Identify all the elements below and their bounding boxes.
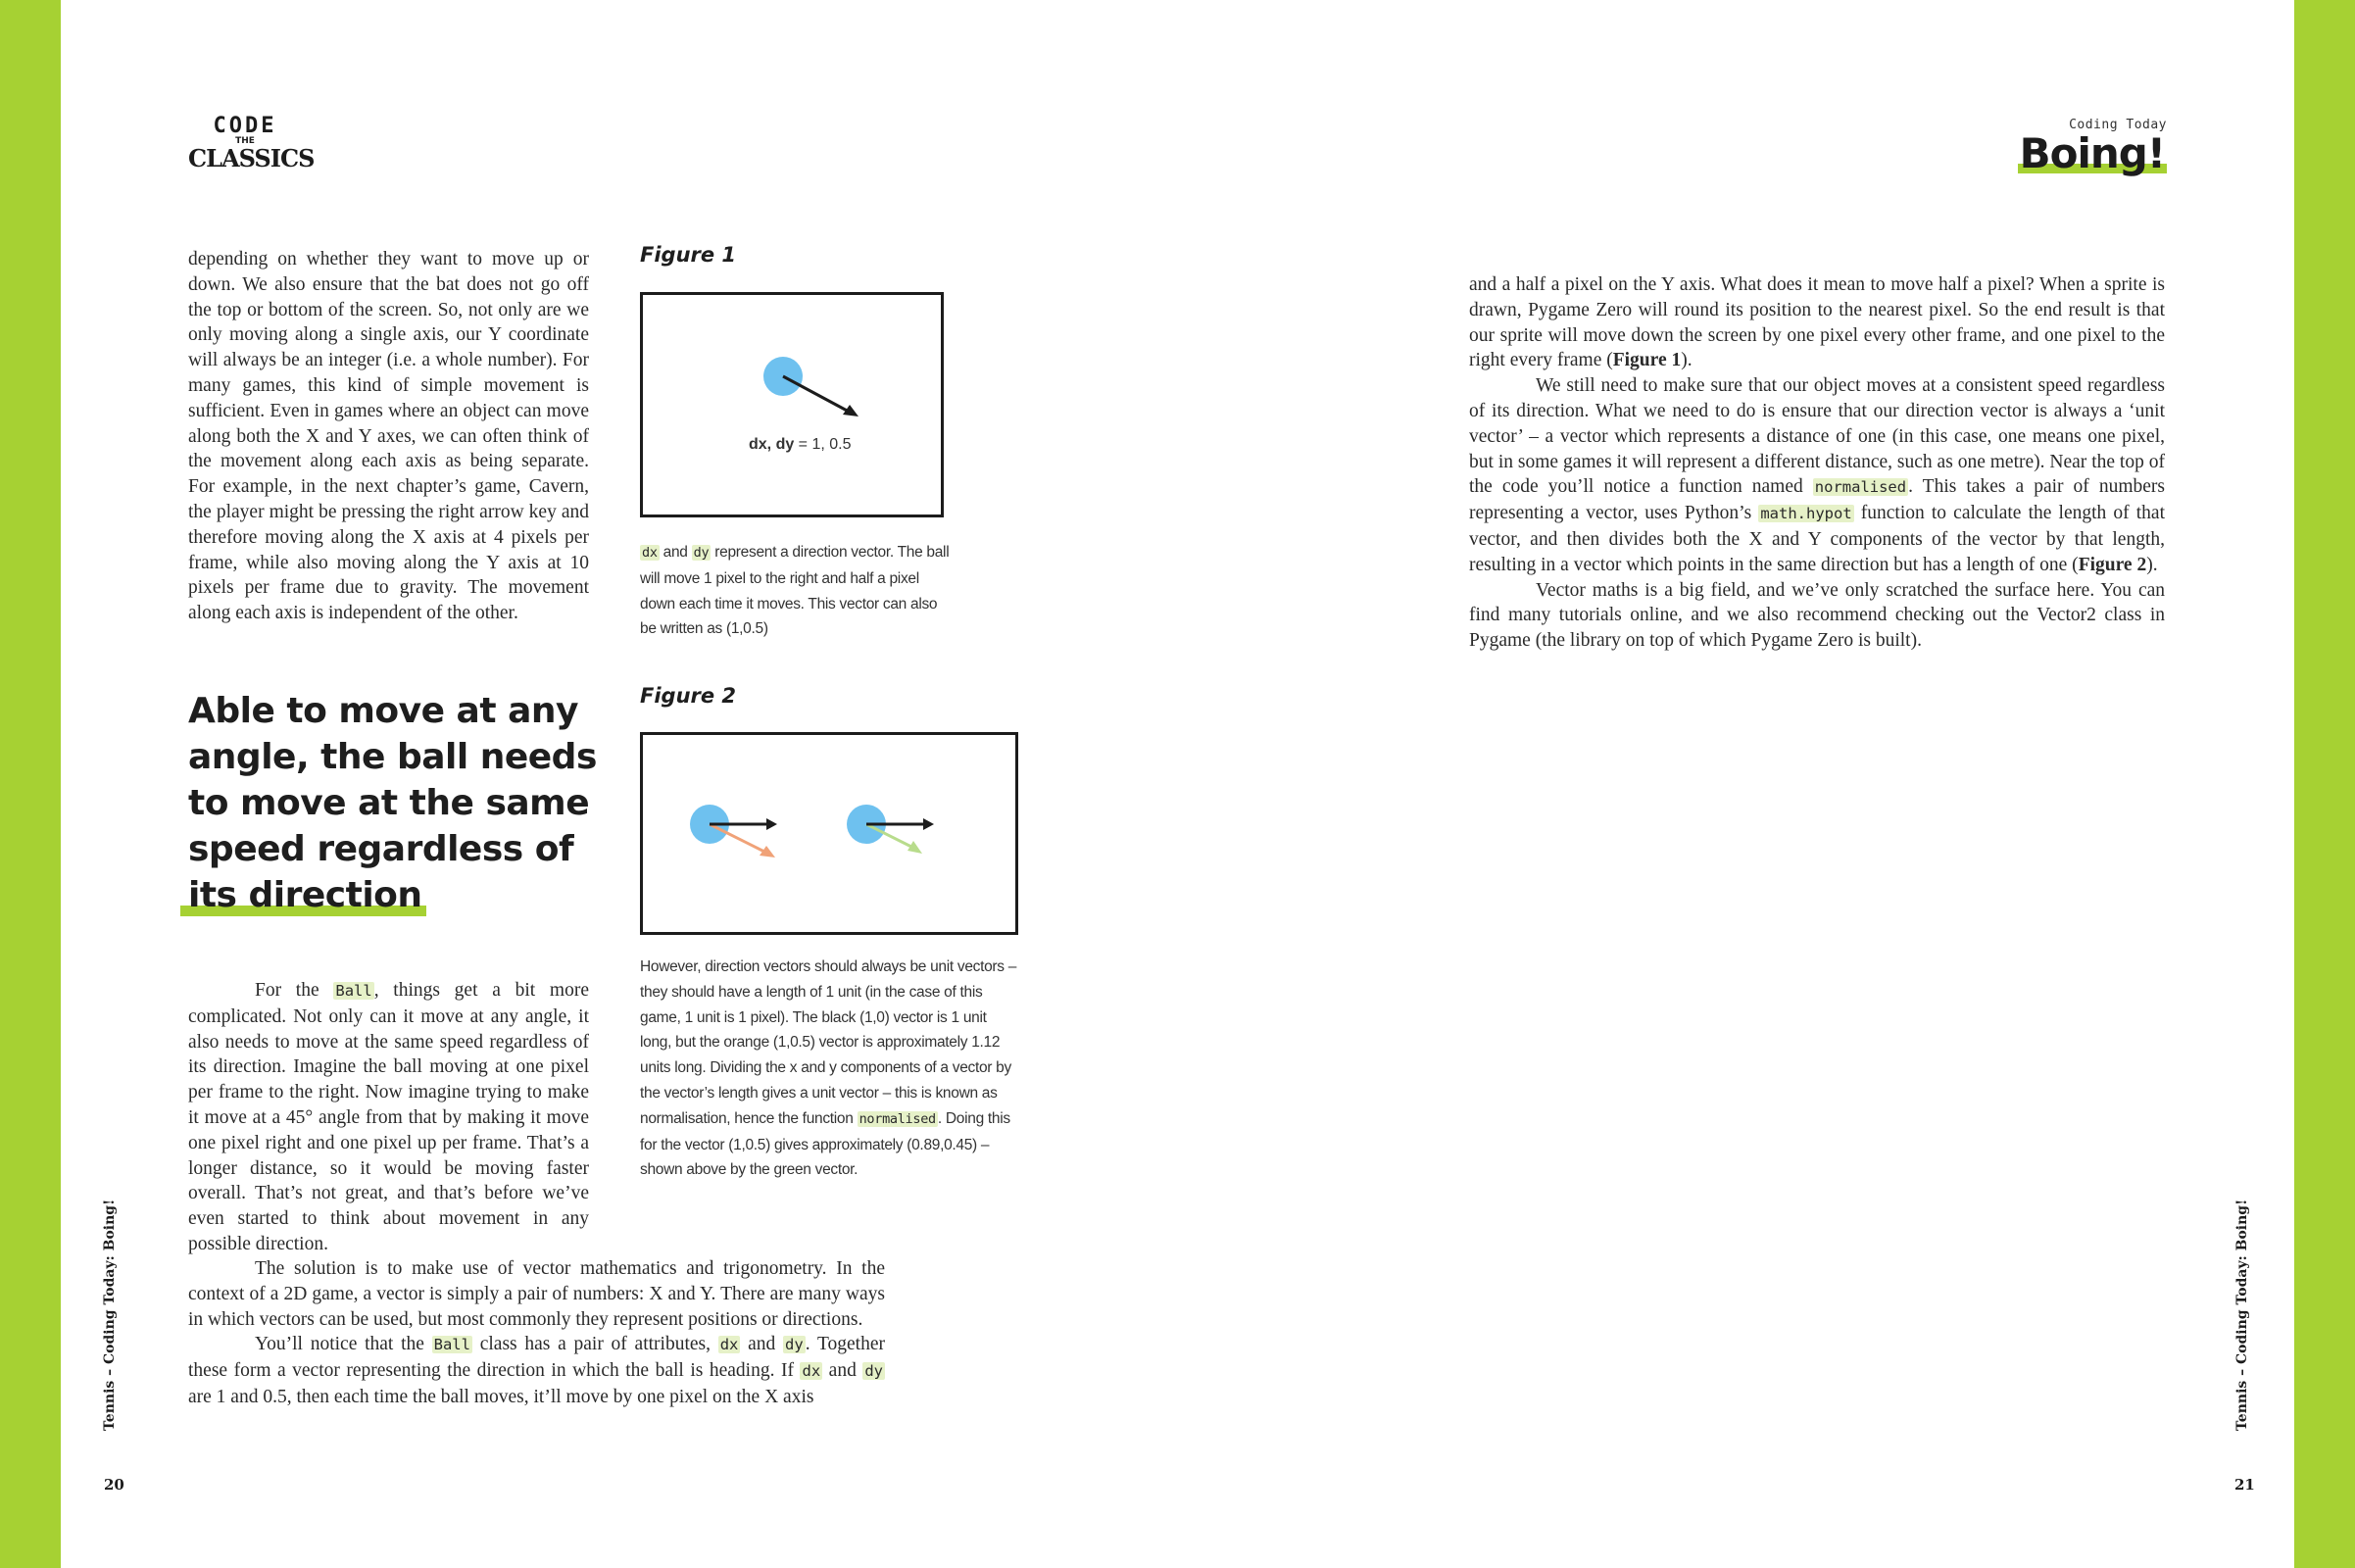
text-run: . This takes a pair of numbers representing a vector, uses Python’s <box>1469 476 2165 524</box>
text-run: and <box>659 544 692 561</box>
chapter-title: Boing! <box>2019 129 2165 177</box>
text-run: For the <box>255 980 334 1001</box>
half-pixel-paragraph <box>1469 272 2165 373</box>
right-page-text <box>1469 272 2165 654</box>
intro-paragraph: depending on whether they want to move up or down. We also ensure that the bat does not go off the top or bottom of the screen. So, not only are we only moving along a single axis, our Y coordinate will always be an integer (i.e. a whole number). For many games, this kind of simple movement is sufficient. Even in games where an object can move along both the X and Y axes, we can often think of the movement along each axis as being separate. For example, in the next chapter’s game, Cavern, the player might be pressing the right arrow key and therefore moving along the X axis at 4 pixels per frame, while also moving along the Y axis at 10 pixels per frame due to gravity. The movement along each axis is independent of the other. <box>188 249 589 624</box>
text-run: However, direction vectors should always be unit vectors – they should have a length of 1 unit (in the case of this game, 1 unit is 1 pixel). The black (1,0) vector is 1 unit long, but the orange (1,0.5) vector is approximately 1.12 units long. Dividing the x and y components of a vector by the vector’s length gives a unit vector – this is known as normalisation, hence the function <box>640 958 1017 1127</box>
attributes-paragraph <box>188 1332 885 1409</box>
code-ball: Ball <box>335 982 372 1000</box>
figure-1-diagram <box>640 292 944 517</box>
figure-2-diagram <box>640 732 1018 935</box>
code-dy: dy <box>693 545 710 561</box>
text-run: and <box>822 1360 863 1382</box>
chapter-header <box>2018 118 2167 175</box>
logo-line-2: THE <box>235 136 255 146</box>
left-column-body <box>188 978 589 1257</box>
code-ball: Ball <box>433 1336 470 1354</box>
code-dy: dy <box>864 1362 884 1381</box>
figure-1-svg <box>643 295 941 514</box>
text-run: You’ll notice that the <box>255 1334 432 1355</box>
vector-paragraph: The solution is to make use of vector mathematics and trigonometry. In the context of a 2D game, a vector is simply a pair of numbers: X and Y. There are many ways in which vectors can be used, but most commonly they represent positions or directions. <box>188 1258 885 1330</box>
black-arrowhead-icon <box>923 818 934 830</box>
pull-quote-highlight: its direction <box>188 872 422 918</box>
figure-1-title: Figure 1 <box>640 243 737 267</box>
code-math-hypot: math.hypot <box>1760 505 1852 523</box>
figure-1-vector-label <box>749 436 852 454</box>
left-green-bar <box>0 0 61 1568</box>
vector-label-value: = 1, 0.5 <box>794 436 852 453</box>
text-run: We still need to make sure that our object moves at a consistent speed regardless of its direction. What we need to do is ensure that our direction vector is always a ‘unit vector’ – a vector which represents a distance of one (in this case, one means one pixel, but in some games it will represent a different distance, such as one metre). Near the top of the code you’ll notice a function named <box>1469 375 2165 498</box>
page-number-left: 20 <box>104 1476 124 1494</box>
right-green-bar <box>2294 0 2355 1568</box>
figure-1-caption <box>640 540 954 642</box>
figure-ref: Figure 2 <box>2078 554 2147 575</box>
text-run: , things get a bit more complicated. Not only can it move at any angle, it also needs to move at the same speed regardless of its direction. Imagine the ball moving at one pixel per frame to the right. Now imagine trying to make it move at a 45° angle from that by making it move one pixel right and one pixel up per frame. That’s a longer distance, so it would be moving faster overall. That’s not great, and that’s before we’ve even started to think about movement in any possible direction. <box>188 980 589 1254</box>
code-dx: dx <box>642 545 658 561</box>
left-page-bottom-text <box>188 1256 885 1410</box>
left-running-head: Tennis – Coding Today: Boing! <box>102 1199 118 1431</box>
figure-2-title: Figure 2 <box>640 684 737 708</box>
page-number-right: 21 <box>2234 1476 2255 1494</box>
direction-vector-line <box>783 376 851 413</box>
text-run: class has a pair of attributes, <box>471 1334 718 1355</box>
chapter-kicker: Coding Today <box>2069 118 2167 132</box>
pull-quote-text: Able to move at any angle, the ball needs to move at the same speed regardless of <box>188 691 597 869</box>
code-dx: dx <box>802 1362 821 1381</box>
logo-line-1: CODE <box>213 114 277 138</box>
green-arrowhead-icon <box>908 841 922 854</box>
figure-2-svg <box>643 735 1015 932</box>
code-dy: dy <box>785 1336 804 1354</box>
text-run: are 1 and 0.5, then each time the ball moves, it’ll move by one pixel on the X axis <box>188 1386 814 1407</box>
text-run: function to calculate the length of that vector, and then divides both the X and Y components of the vector by that length, resulting in a vector which points in the same direction but has a length of one ( <box>1469 503 2165 575</box>
figure-ref: Figure 1 <box>1612 350 1682 371</box>
ball-paragraph <box>188 978 589 1257</box>
vector-maths-paragraph: Vector maths is a big field, and we’ve only scratched the surface here. You can find many tutorials online, and we also recommend checking out the Vector2 class in Pygame (the library on top of which Pygame Zero is built). <box>1469 579 2165 652</box>
code-the-classics-logo <box>188 114 315 172</box>
text-run: represent a direction vector. The ball will move 1 pixel to the right and half a pixel down each time it moves. This vector can also be written as (1,0.5) <box>640 544 950 638</box>
black-arrowhead-icon <box>766 818 777 830</box>
right-running-head: Tennis – Coding Today: Boing! <box>2234 1199 2250 1431</box>
text-run: ). <box>2146 554 2158 575</box>
code-normalised: normalised <box>1814 478 1907 497</box>
code-dx: dx <box>719 1336 739 1354</box>
text-run: . Doing this for the vector (1,0.5) gives approximately (0.89,0.45) – shown above by the green vector. <box>640 1109 1010 1179</box>
pull-quote <box>188 688 619 918</box>
text-run: ). <box>1681 350 1693 371</box>
code-normalised: normalised <box>859 1110 936 1127</box>
text-run: and <box>740 1334 784 1355</box>
vector-label-bold: dx, dy <box>749 436 795 453</box>
unit-vector-paragraph <box>1469 373 2165 577</box>
logo-line-3: CLASSICS <box>188 144 315 172</box>
text-run: . Together these form a vector representing the direction in which the ball is heading. If <box>188 1334 885 1382</box>
figure-2-caption <box>640 955 1017 1183</box>
left-column-intro <box>188 247 589 626</box>
text-run: and a half a pixel on the Y axis. What does it mean to move half a pixel? When a sprite is drawn, Pygame Zero will round its position to the nearest pixel. So the end result is that our sprite will move down the screen by one pixel every other frame, and one pixel to the right every frame ( <box>1469 274 2165 371</box>
